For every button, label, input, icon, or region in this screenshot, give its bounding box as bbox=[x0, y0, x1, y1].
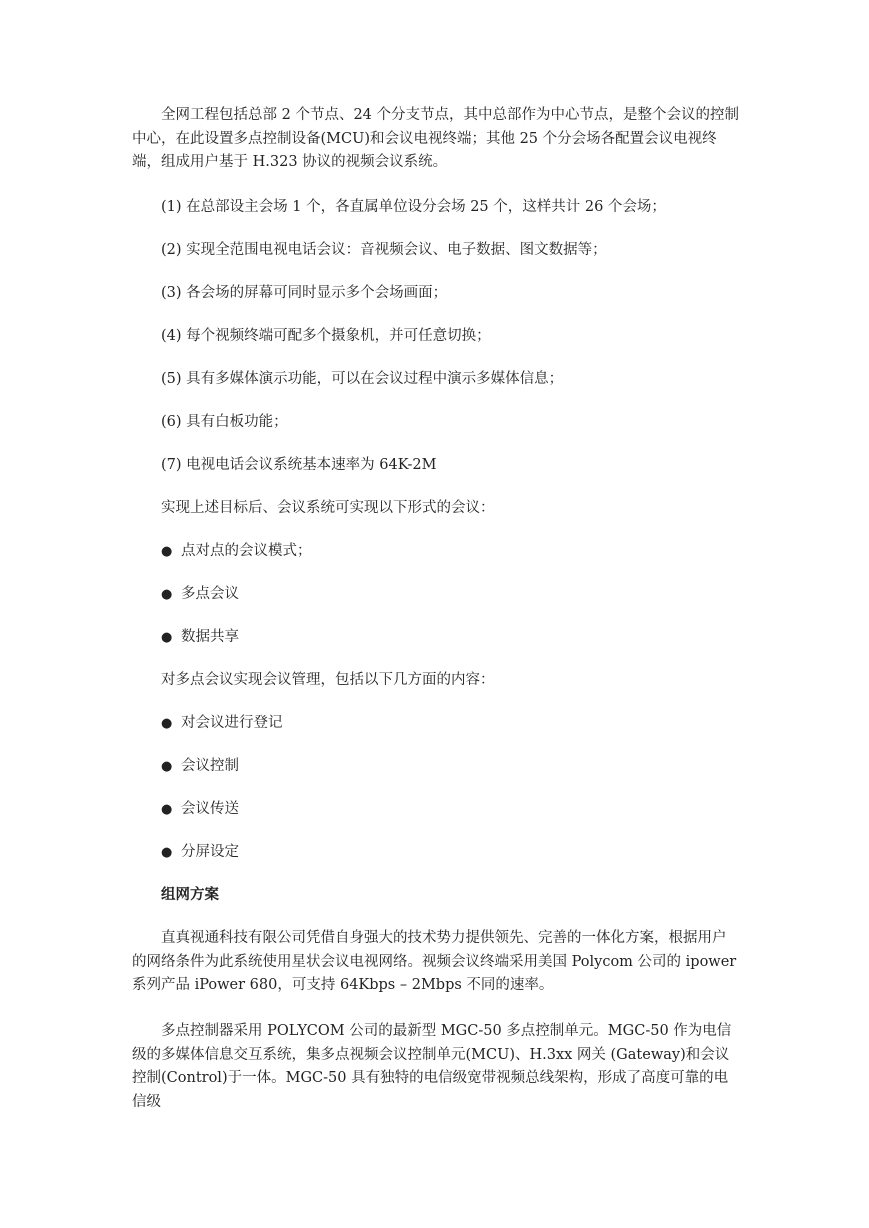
goal-item: (7) 电视电话会议系统基本速率为 64K-2M bbox=[161, 457, 437, 473]
list-item bbox=[161, 541, 312, 562]
list-item-text: 分屏设定 bbox=[181, 844, 239, 860]
list-item-text: 会议控制 bbox=[181, 758, 239, 774]
list-item-text: 点对点的会议模式； bbox=[181, 543, 312, 559]
goal-item: (6) 具有白板功能； bbox=[161, 414, 288, 430]
goal-item: (1) 在总部设主会场 1 个，各直属单位设分会场 25 个，这样共计 26 个会场； bbox=[161, 199, 666, 215]
list-item bbox=[161, 584, 239, 605]
list-item-text: 对会议进行登记 bbox=[181, 715, 283, 731]
goal-item: (5) 具有多媒体演示功能，可以在会议过程中演示多媒体信息； bbox=[161, 371, 564, 387]
list-item-text: 多点会议 bbox=[181, 586, 239, 602]
mgmt-intro: 对多点会议实现会议管理，包括以下几方面的内容： bbox=[161, 672, 495, 688]
section-heading: 组网方案 bbox=[161, 887, 219, 903]
bullet-icon: ● bbox=[161, 544, 173, 559]
bullet-icon: ● bbox=[161, 802, 173, 817]
bullet-icon: ● bbox=[161, 759, 173, 774]
bullet-icon: ● bbox=[161, 716, 173, 731]
list-item bbox=[161, 842, 239, 863]
list-item-text: 会议传送 bbox=[181, 801, 239, 817]
list-item bbox=[161, 627, 239, 648]
list-item bbox=[161, 799, 239, 820]
goal-item: (2) 实现全范围电视电话会议：音视频会议、电子数据、图文数据等； bbox=[161, 242, 607, 258]
bullet-icon: ● bbox=[161, 630, 173, 645]
goal-item: (4) 每个视频终端可配多个摄象机，并可任意切换； bbox=[161, 328, 491, 344]
body-paragraph: 直真视通科技有限公司凭借自身强大的技术势力提供领先、完善的一体化方案，根据用户的网络条件为此系统使用星状会议电视网络。视频会议终端采用美国 Polycom 公司的 ipower 系列产品 iPower 680，可支持 64Kbps – 2Mbps 不同的速率。 bbox=[132, 930, 737, 993]
list-item bbox=[161, 713, 283, 734]
bullet-icon: ● bbox=[161, 587, 173, 602]
list-item-text: 数据共享 bbox=[181, 629, 239, 645]
bullet-icon: ● bbox=[161, 845, 173, 860]
intro-paragraph: 全网工程包括总部 2 个节点、24 个分支节点，其中总部作为中心节点，是整个会议的控制中心，在此设置多点控制设备(MCU)和会议电视终端；其他 25 个分会场各配置会议电视终端，组成用户基于 H.323 协议的视频会议系统。 bbox=[132, 107, 739, 170]
forms-intro: 实现上述目标后、会议系统可实现以下形式的会议： bbox=[161, 500, 495, 516]
goal-item: (3) 各会场的屏幕可同时显示多个会场画面； bbox=[161, 285, 448, 301]
list-item bbox=[161, 756, 239, 777]
body-paragraph: 多点控制器采用 POLYCOM 公司的最新型 MGC-50 多点控制单元。MGC-50 作为电信级的多媒体信息交互系统，集多点视频会议控制单元(MCU)、H.3xx 网关 (Gateway)和会议控制(Control)于一体。MGC-50 具有独特的电信级宽带视频总线架构，形成了高度可靠的电信级 bbox=[132, 1023, 732, 1110]
